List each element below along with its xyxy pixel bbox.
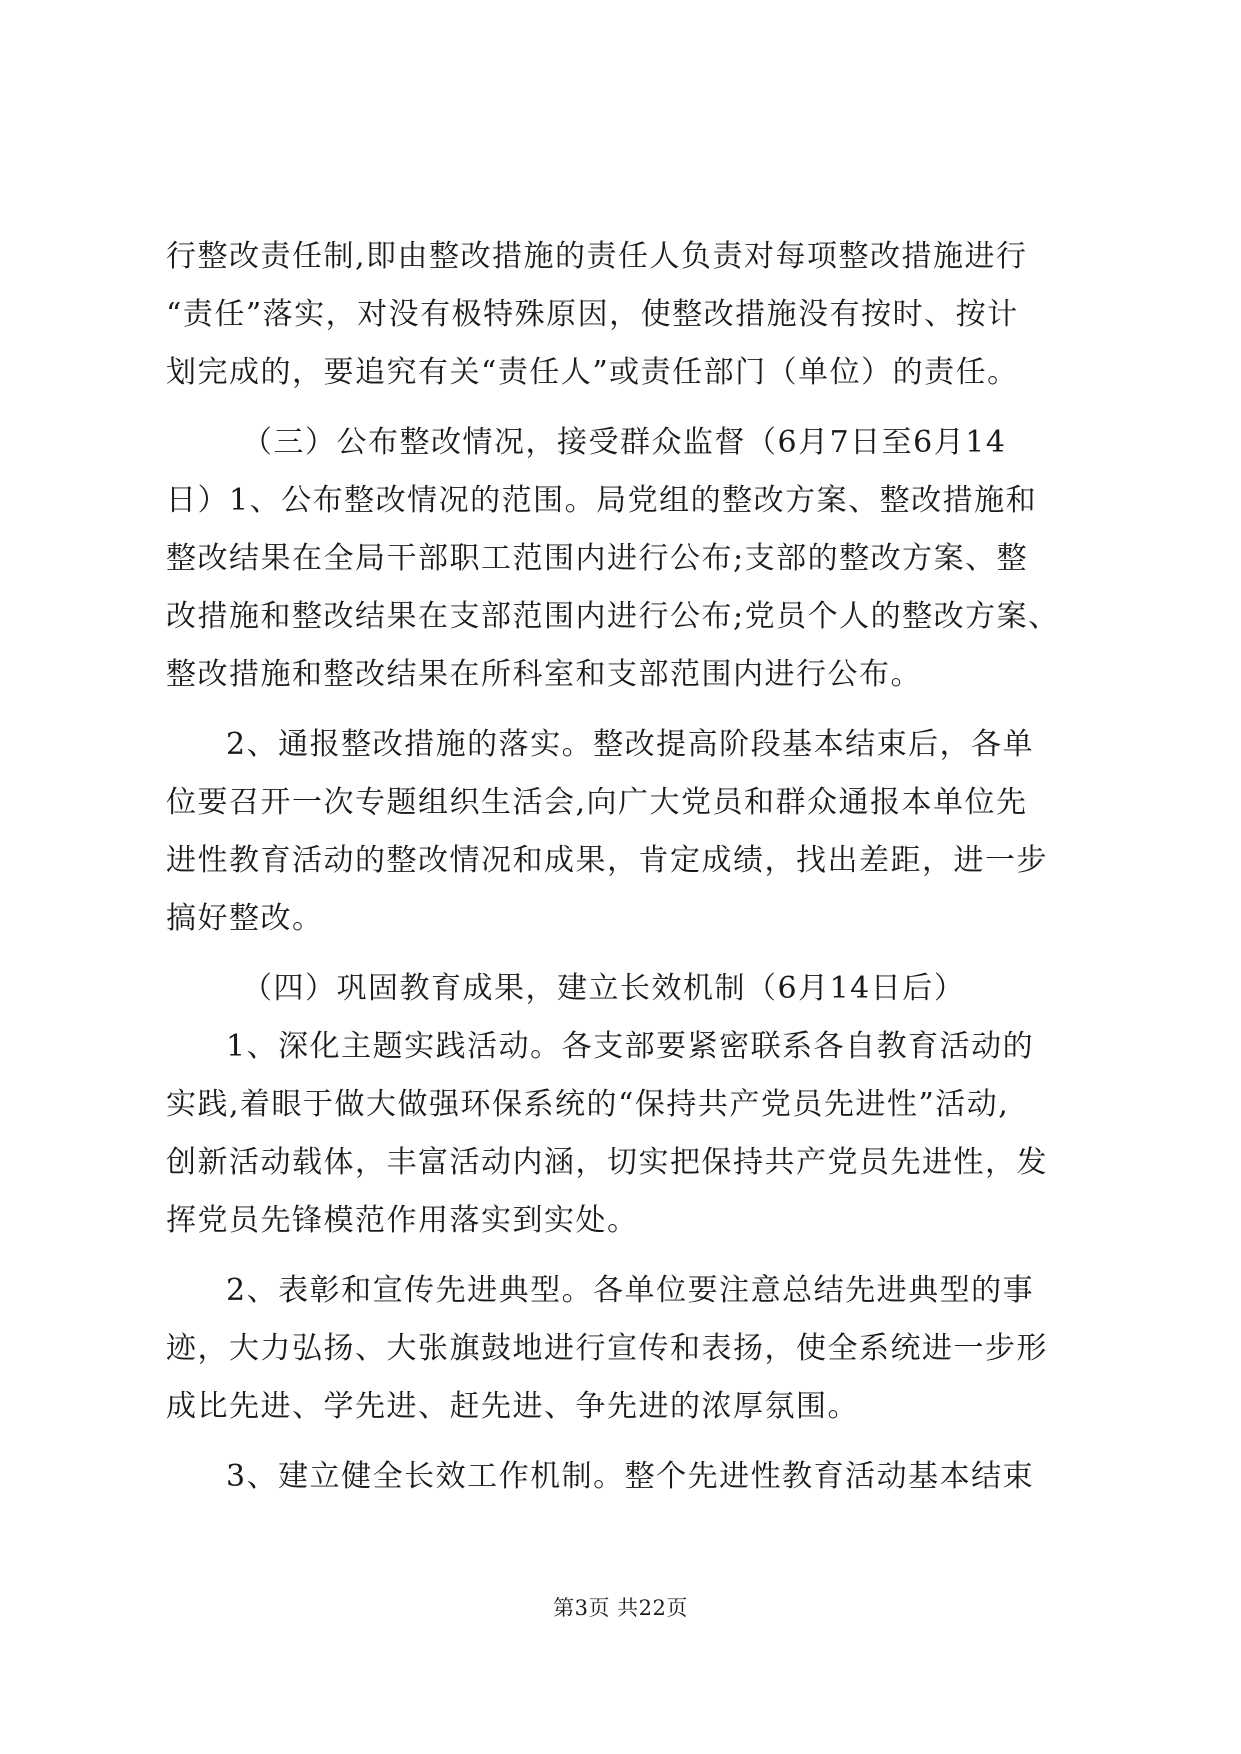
text-line: 挥党员先锋模范作用落实到实处。 [166,1203,639,1238]
text-line: 成比先进、学先进、赶先进、争先进的浓厚氛围。 [166,1389,859,1424]
paragraph-start: 2、通报整改措施的落实。整改提高阶段基本结束后，各单 [226,727,1035,762]
text-line: 改措施和整改结果在支部范围内进行公布;党员个人的整改方案、 [166,599,1060,634]
paragraph-start: 3、建立健全长效工作机制。整个先进性教育活动基本结束 [226,1459,1035,1494]
text-line: 行整改责任制,即由整改措施的责任人负责对每项整改措施进行 [166,239,1028,274]
document-body [166,228,1078,1506]
page-number-footer: 第3页 共22页 [553,1596,688,1620]
text-line: 实践,着眼于做大做强环保系统的“保持共产党员先进性”活动, [166,1087,1010,1122]
section-heading-3: （三）公布整改情况，接受群众监督（6月7日至6月14 [242,425,1007,460]
text-line: 日）1、公布整改情况的范围。局党组的整改方案、整改措施和 [166,483,1038,518]
paragraph-start: 1、深化主题实践活动。各支部要紧密联系各自教育活动的 [226,1029,1035,1064]
text-line: 位要召开一次专题组织生活会,向广大党员和群众通报本单位先 [166,785,1028,820]
text-line: 进性教育活动的整改情况和成果，肯定成绩，找出差距，进一步 [166,843,1048,878]
text-line: 创新活动载体，丰富活动内涵，切实把保持共产党员先进性，发 [166,1145,1048,1180]
text-line: 迹，大力弘扬、大张旗鼓地进行宣传和表扬，使全系统进一步形 [166,1331,1048,1366]
text-line: 整改结果在全局干部职工范围内进行公布;支部的整改方案、整 [166,541,1029,576]
text-line: 搞好整改。 [166,901,324,936]
text-line: 划完成的，要追究有关“责任人”或责任部门（单位）的责任。 [166,355,1019,390]
paragraph-start: 2、表彰和宣传先进典型。各单位要注意总结先进典型的事 [226,1273,1035,1308]
text-line: 整改措施和整改结果在所科室和支部范围内进行公布。 [166,657,922,692]
text-line: “责任”落实，对没有极特殊原因，使整改措施没有按时、按计 [166,297,1019,332]
section-heading-4: （四）巩固教育成果，建立长效机制（6月14日后） [242,971,966,1006]
